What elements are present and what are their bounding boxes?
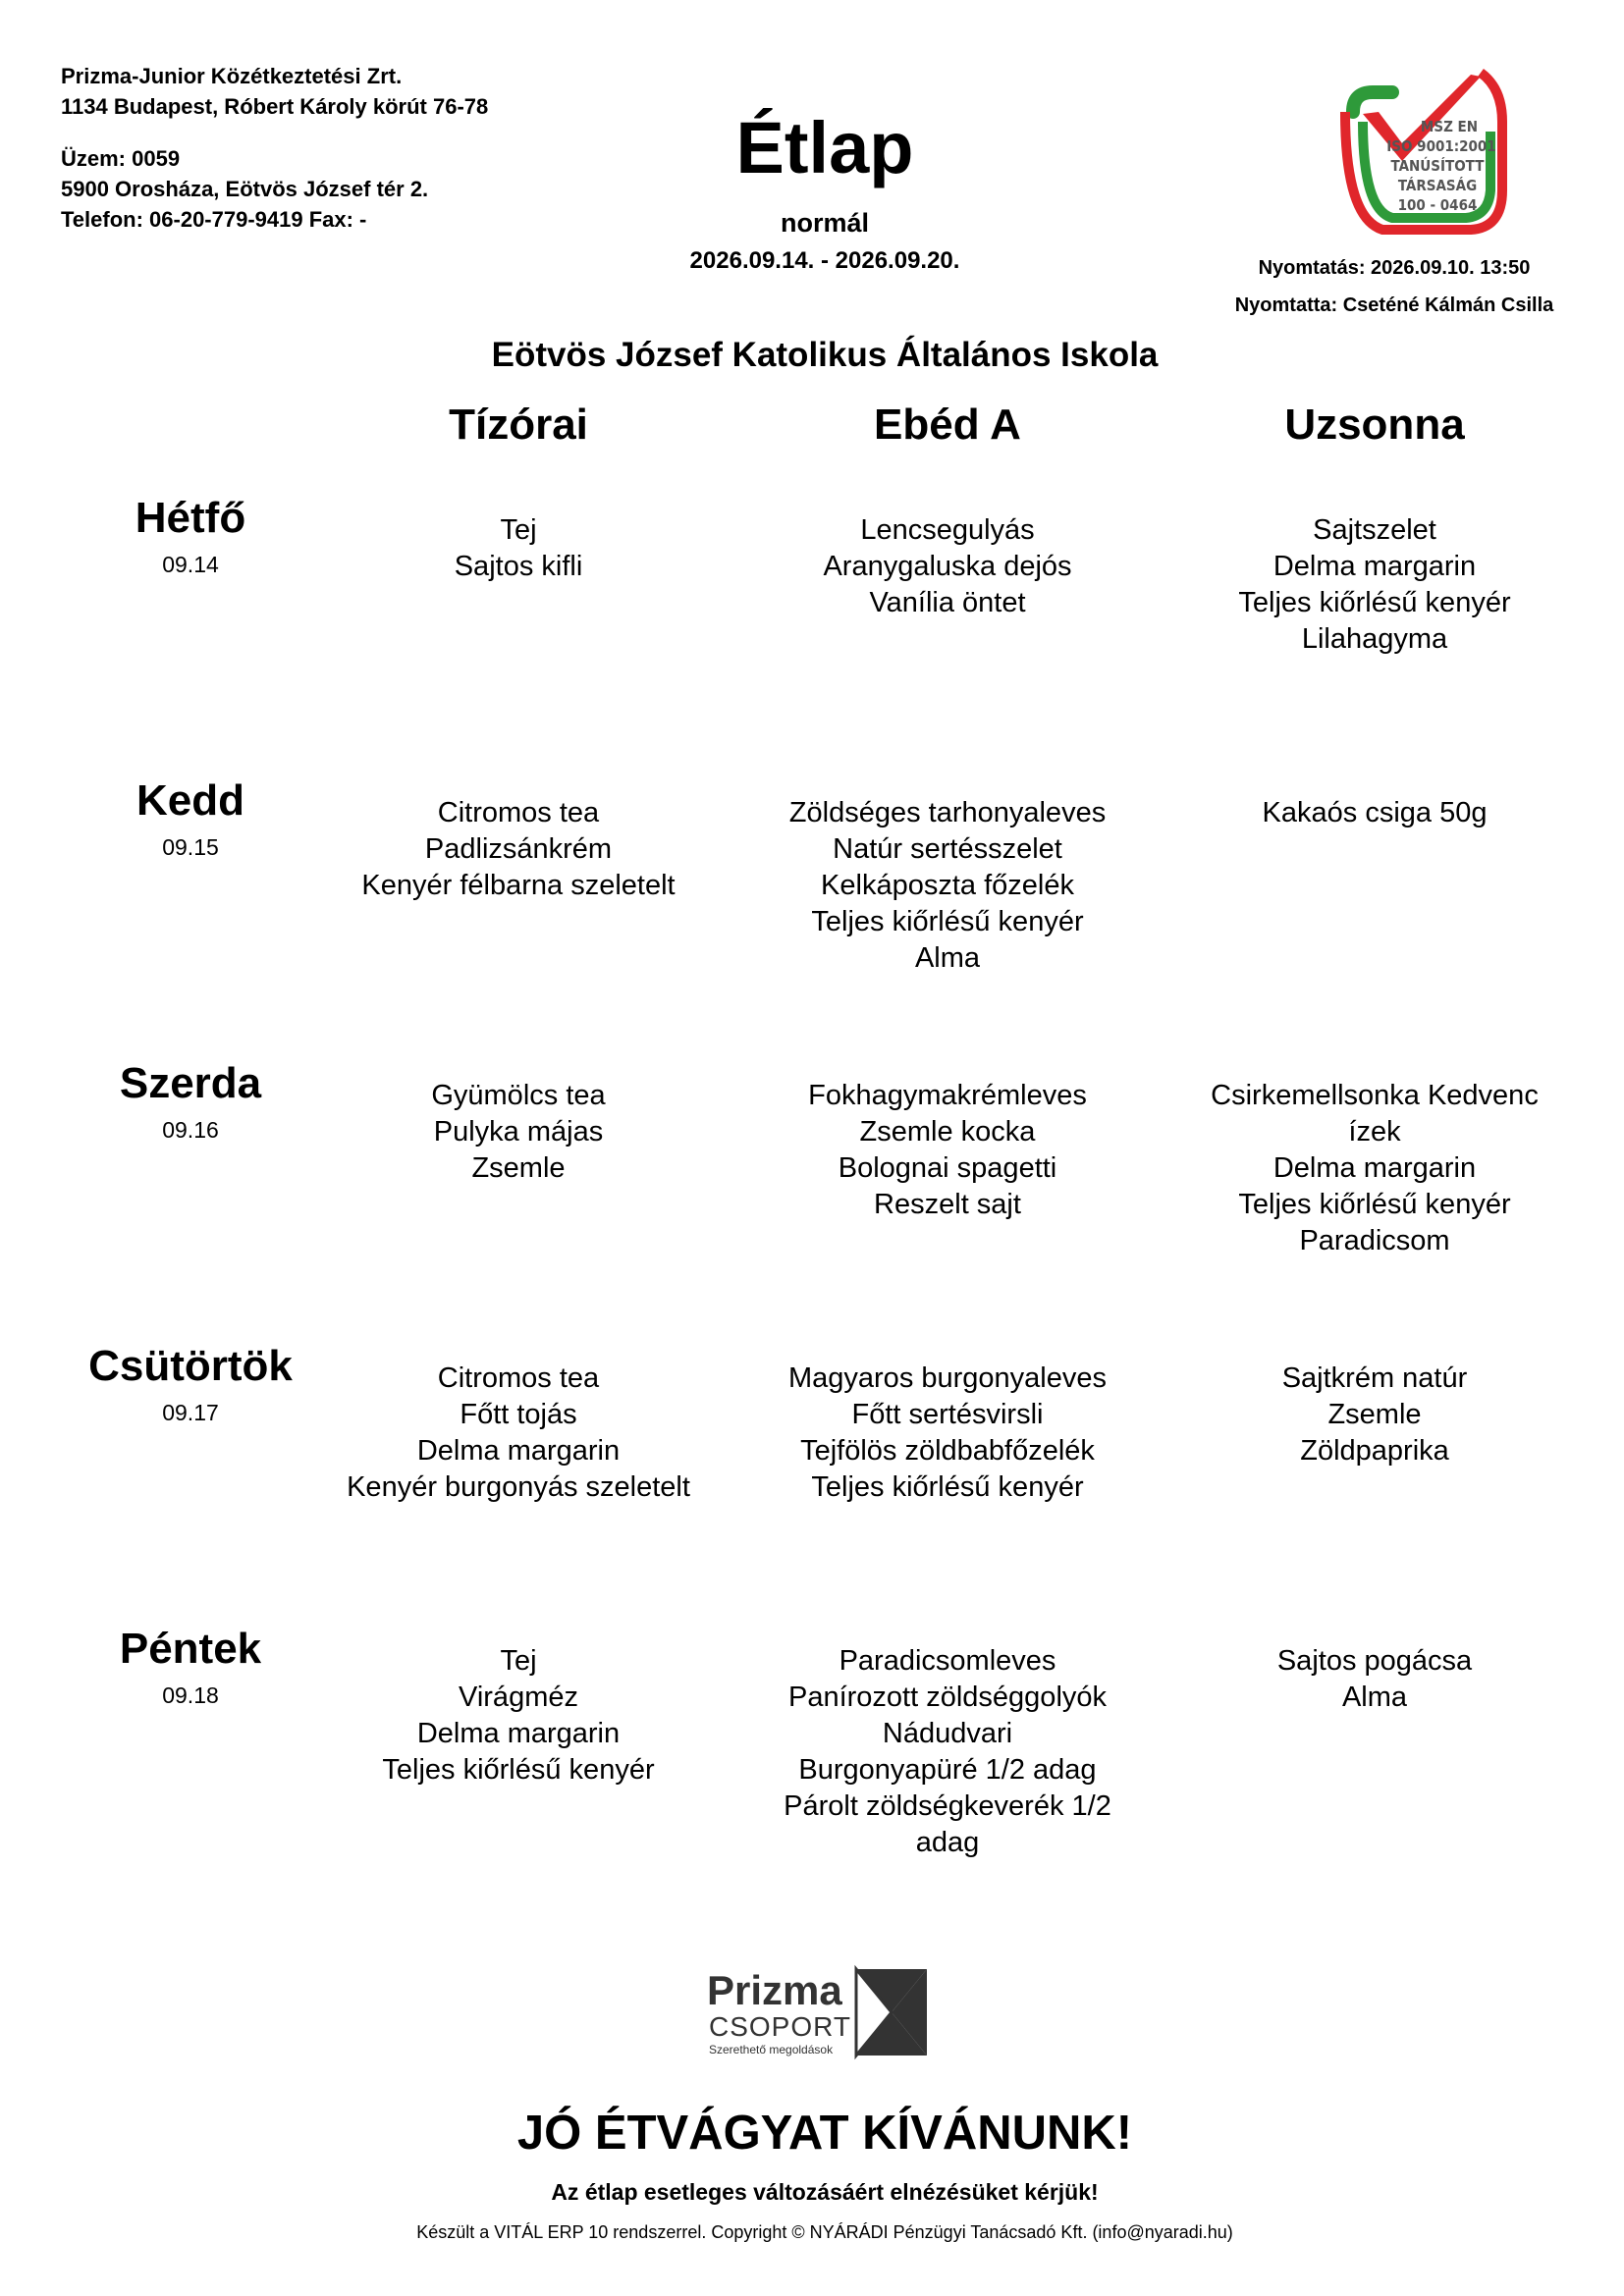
menu-item: Delma margarin [1272,1152,1477,1184]
day-date: 09.15 [162,834,219,860]
menu-item: Lilahagyma [1301,623,1448,655]
tizorai-cell [312,512,725,585]
ebed-cell [727,512,1168,621]
menu-item: Zsemle kocka [859,1116,1036,1148]
prizma-csoport-logo [699,1963,935,2071]
menu-item: Kenyér burgonyás szeletelt [347,1471,690,1503]
tizorai-cell [312,795,725,904]
cert-line-2: ISO 9001:2001 [1386,137,1496,155]
copyright: Készült a VITÁL ERP 10 rendszerrel. Copyright © NYÁRÁDI Pénzügyi Tanácsadó Kft. (info@nyaradi.hu) [416,2222,1233,2242]
menu-item: Sajtos kifli [454,551,583,582]
menu-item: Teljes kiőrlésű kenyér [811,906,1084,937]
menu-item: Teljes kiőrlésű kenyér [1238,1189,1511,1220]
uzsonna-cell [1159,512,1591,658]
menu-item: Zöldséges tarhonyaleves [788,797,1107,828]
day-date: 09.18 [162,1682,219,1708]
column-header-ebed: Ebéd A [874,400,1021,449]
menu-item: Teljes kiőrlésű kenyér [382,1754,655,1786]
menu-item: Panírozott zöldséggolyók [787,1682,1108,1713]
menu-item: Pulyka májas [433,1116,604,1148]
menu-item: Sajtos pogácsa [1276,1645,1473,1677]
menu-type: normál [780,208,870,238]
menu-item: Sajtszelet [1313,514,1436,546]
logo-name: Prizma [707,1967,842,2013]
column-header-uzsonna: Uzsonna [1284,400,1465,449]
iso-certificate-badge [1324,53,1520,249]
day-date: 09.16 [162,1117,219,1143]
menu-item: Nádudvari [882,1718,1013,1749]
menu-item: Tej [500,1645,537,1677]
logo-group: CSOPORT [709,2011,851,2042]
plant-id: Üzem: 0059 [61,146,181,171]
menu-item: Citromos tea [437,797,600,828]
menu-item: Virágméz [459,1682,578,1713]
day-label [63,1058,318,1145]
tizorai-cell [312,1078,725,1187]
menu-item: Fokhagymakrémleves [808,1080,1087,1111]
menu-item: Teljes kiőrlésű kenyér [811,1471,1084,1503]
uzsonna-cell [1159,1643,1591,1716]
menu-item: Sajtkrém natúr [1281,1362,1468,1394]
plant-address: 5900 Orosháza, Eötvös József tér 2. [61,177,429,201]
menu-item: Magyaros burgonyaleves [787,1362,1107,1394]
tizorai-cell [312,1361,725,1506]
menu-item: ízek [1348,1116,1401,1148]
page-title: Étlap [735,107,914,188]
print-timestamp: Nyomtatás: 2026.09.10. 13:50 [1258,257,1531,279]
day-name: Szerda [119,1059,262,1107]
menu-item: Kakaós csiga 50g [1262,797,1488,828]
menu-item: Gyümölcs tea [431,1080,606,1111]
printed-by: Nyomtatta: Cseténé Kálmán Csilla [1234,294,1554,316]
cert-line-1: MSZ EN [1420,118,1479,135]
menu-item: Burgonyapüré 1/2 adag [798,1754,1097,1786]
company-info [61,61,488,235]
day-label [63,1341,318,1427]
menu-item: Zöldpaprika [1300,1435,1449,1467]
menu-item: Tej [500,514,537,546]
day-label [63,493,318,579]
uzsonna-cell [1159,1078,1591,1259]
menu-item: Kenyér félbarna szeletelt [361,870,676,901]
phone-fax: Telefon: 06-20-779-9419 Fax: - [61,207,367,232]
tizorai-cell [312,1643,725,1789]
menu-item: Paradicsomleves [839,1645,1056,1677]
ebed-cell [727,795,1168,977]
day-date: 09.14 [162,552,219,577]
day-label [63,775,318,862]
ebed-cell [727,1361,1168,1506]
closing-wish: JÓ ÉTVÁGYAT KÍVÁNUNK! [516,2107,1133,2160]
menu-item: Főtt sertésvirsli [851,1399,1044,1430]
menu-item: Teljes kiőrlésű kenyér [1238,587,1511,618]
menu-item: Csirkemellsonka Kedvenc [1211,1080,1539,1111]
menu-item: Alma [1341,1682,1408,1713]
menu-item: Főtt tojás [460,1399,577,1430]
menu-item: Delma margarin [416,1435,621,1467]
company-name: Prizma-Junior Közétkeztetési Zrt. [61,64,403,88]
ebed-cell [727,1643,1168,1861]
menu-item: Tejfölös zöldbabfőzelék [800,1435,1095,1467]
menu-item: Natúr sertésszelet [833,833,1062,865]
menu-item: Lencsegulyás [860,514,1035,546]
menu-item: Delma margarin [1272,551,1477,582]
menu-item: Alma [914,942,981,974]
menu-item: adag [915,1827,980,1858]
column-header-tizorai: Tízórai [449,400,588,449]
menu-item: Reszelt sajt [874,1189,1021,1220]
menu-item: Kelkáposzta főzelék [821,870,1074,901]
menu-item: Zsemle [471,1152,566,1184]
ebed-cell [727,1078,1168,1223]
day-name: Kedd [136,776,244,825]
change-notice: Az étlap esetleges változásáért elnézésüket kérjük! [551,2179,1099,2205]
uzsonna-cell [1159,795,1591,831]
cert-line-3: TANÚSÍTOTT [1390,157,1485,175]
menu-item: Zsemle [1327,1399,1422,1430]
day-name: Csütörtök [88,1342,293,1390]
school-name: Eötvös József Katolikus Általános Iskola [491,336,1159,374]
menu-item: Párolt zöldségkeverék 1/2 [784,1790,1111,1822]
menu-item: Aranygaluska dejós [823,551,1072,582]
menu-period: 2026.09.14. - 2026.09.20. [689,247,960,274]
menu-item: Paradicsom [1299,1225,1450,1256]
cert-line-5: 100 - 0464 [1397,196,1478,214]
day-name: Péntek [119,1625,262,1673]
day-name: Hétfő [135,494,246,542]
menu-item: Delma margarin [416,1718,621,1749]
menu-item: Vanília öntet [869,587,1026,618]
menu-item: Padlizsánkrém [424,833,613,865]
uzsonna-cell [1159,1361,1591,1469]
logo-tagline: Szerethető megoldások [709,2043,834,2056]
menu-item: Bolognai spagetti [838,1152,1057,1184]
company-address: 1134 Budapest, Róbert Károly körút 76-78 [61,94,489,119]
day-date: 09.17 [162,1400,219,1425]
menu-item: Citromos tea [437,1362,600,1394]
cert-line-4: TÁRSASÁG [1397,177,1478,194]
day-label [63,1624,318,1710]
